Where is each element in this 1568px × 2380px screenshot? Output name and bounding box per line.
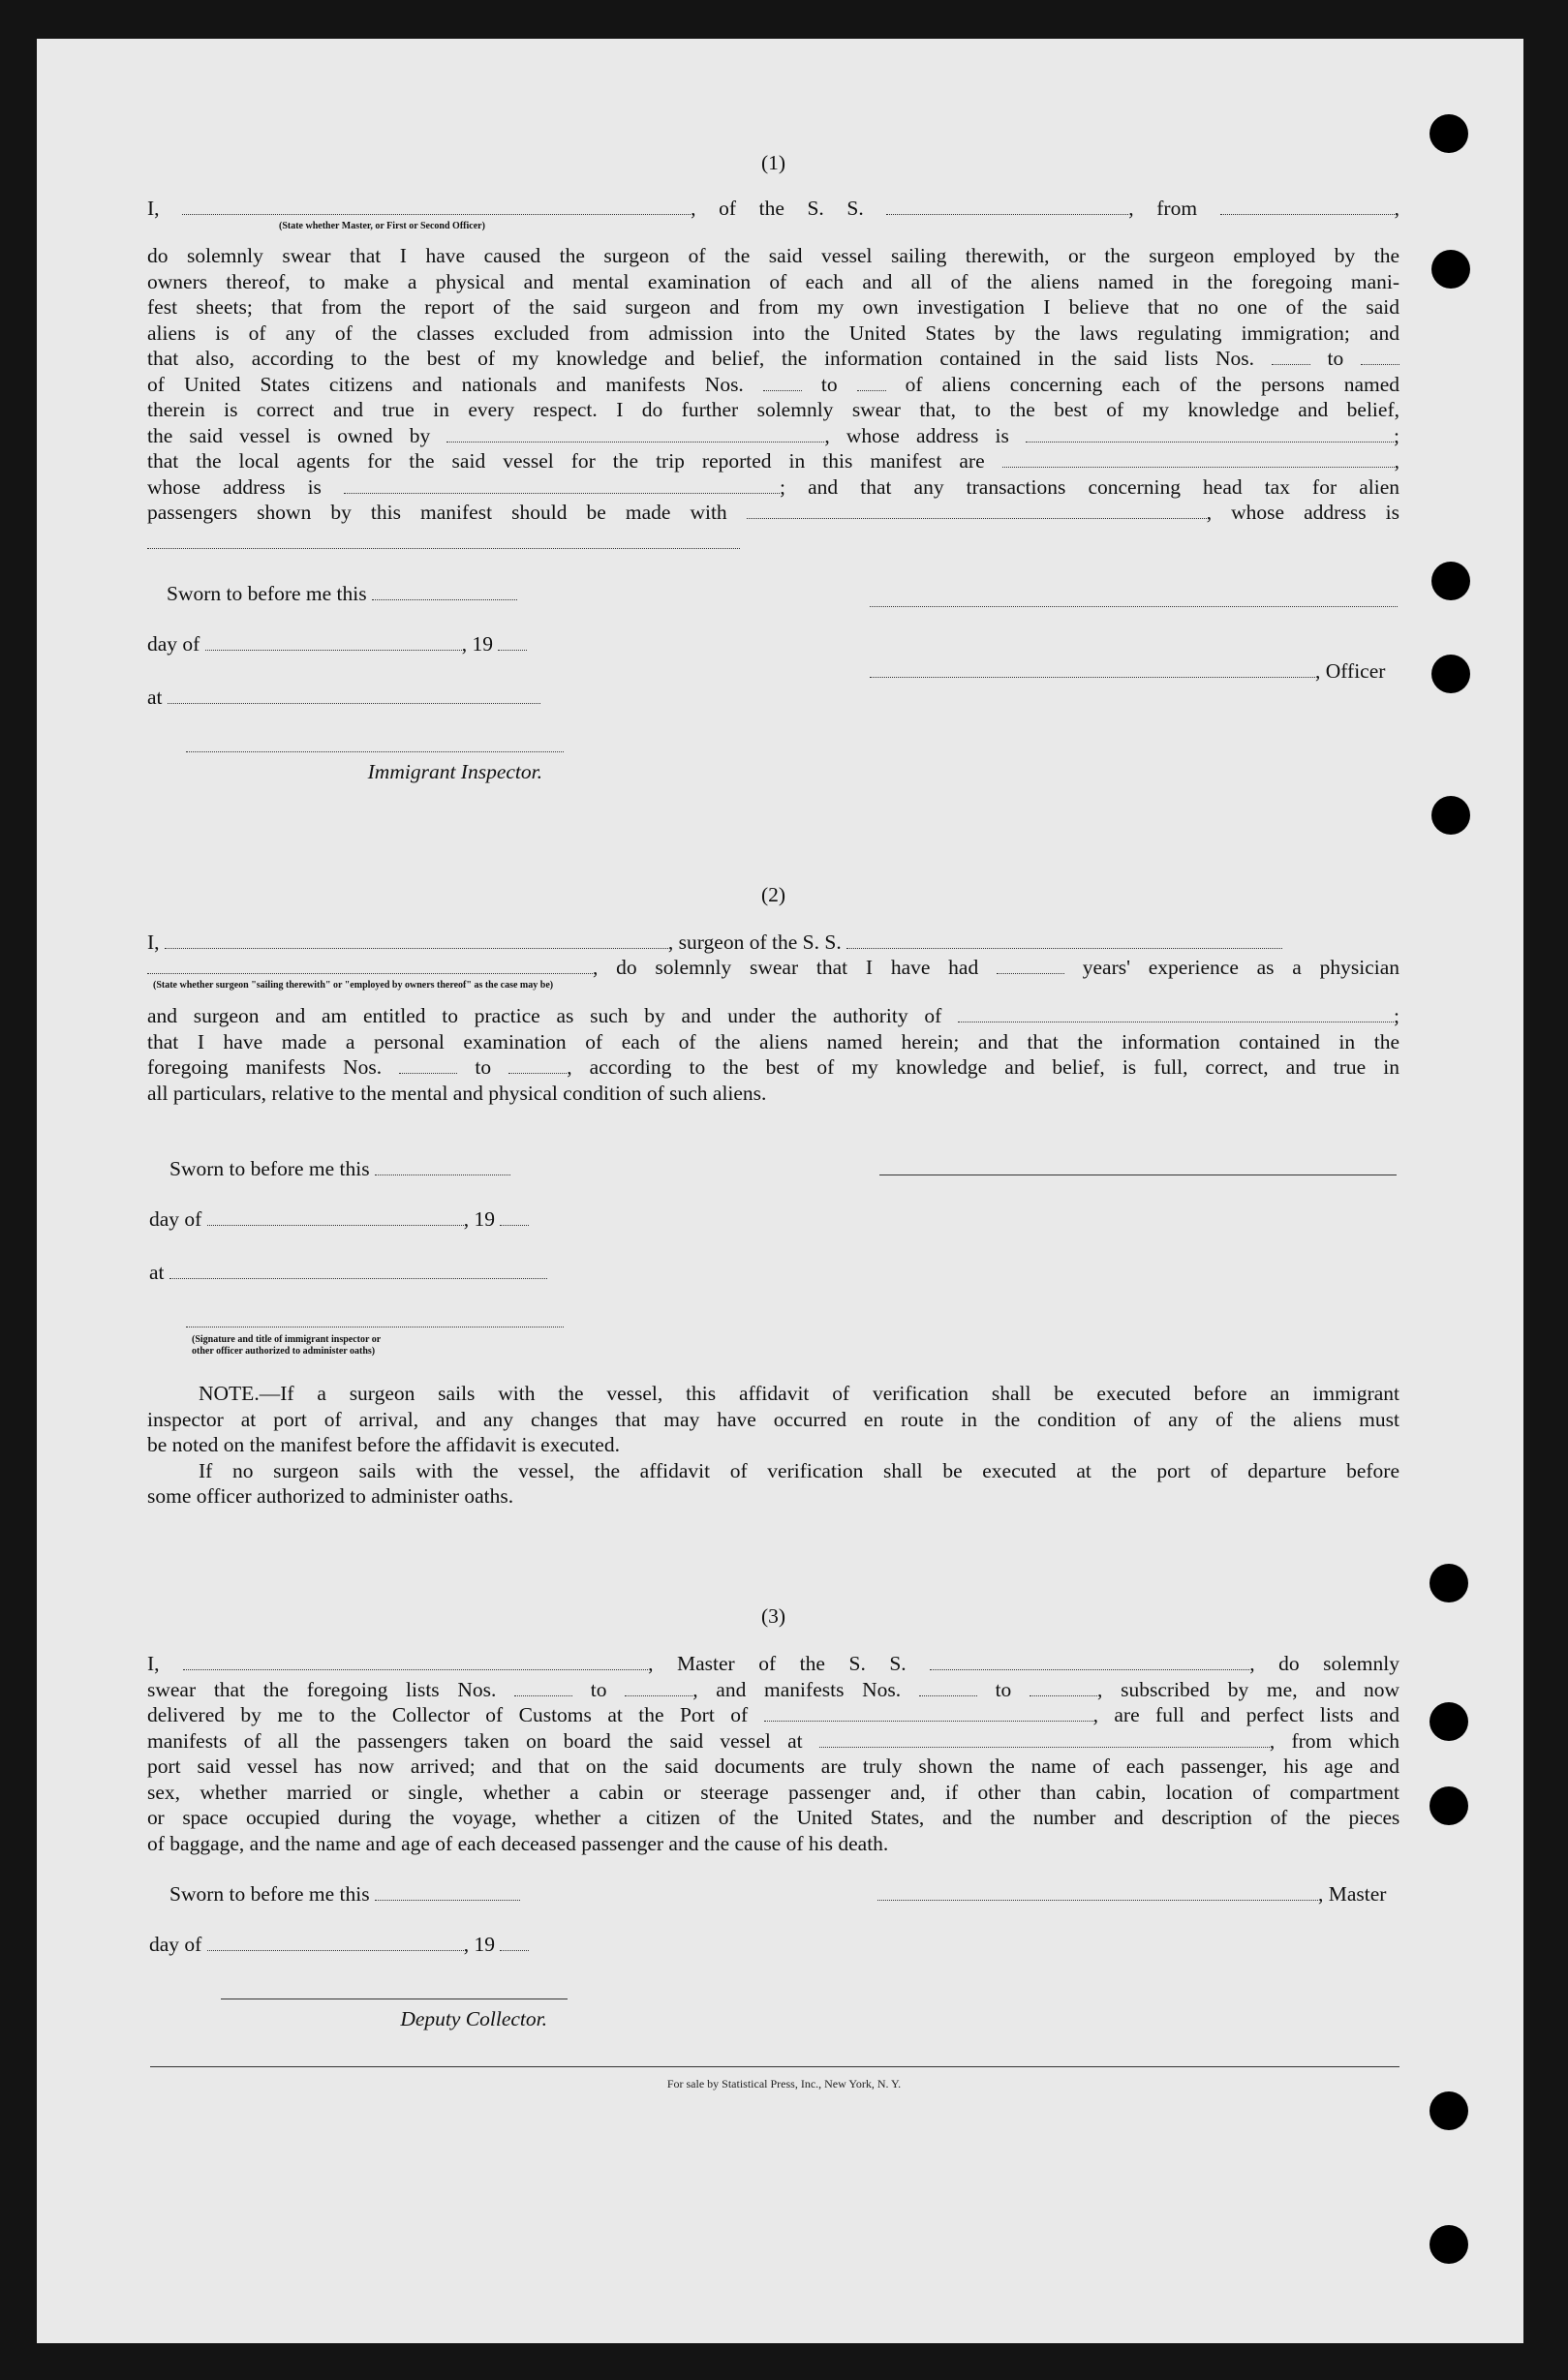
surgeon-oath-line: all particulars, relative to the mental and physical condition of such aliens. [147, 1081, 767, 1105]
master-line: I, , Master of the S. S. , do solemnly [147, 1652, 1400, 1675]
deputy-collector-label: Deputy Collector. [400, 2007, 547, 2030]
master-oath-line: of baggage, and the name and age of each deceased passenger and the cause of his death. [147, 1831, 889, 1855]
oath-line: aliens is of any of the classes excluded from admission into the United States by the laws regulating immigration; and [147, 320, 1399, 345]
at-field: at [149, 1261, 547, 1285]
head-tax-line: passengers shown by this manifest should be made with , whose address is [147, 501, 1399, 524]
footer-rule [150, 2066, 1399, 2067]
signature-caption: (Signature and title of immigrant inspector or other officer authorized to administer oaths) [192, 1334, 382, 1357]
punch-hole [1430, 114, 1468, 153]
punch-hole [1430, 1564, 1468, 1602]
master-oath-line: or space occupied during the voyage, whether a citizen of the United States, and the number and description of the pieces [147, 1806, 1399, 1829]
master-signature-field: , Master [877, 1882, 1386, 1907]
punch-hole [1430, 2091, 1468, 2130]
master-oath-line: port said vessel has now arrived; and that on the said documents are truly shown the name of each passenger, his age and [147, 1754, 1399, 1778]
master-oath-line: sex, whether married or single, whether a cabin or steerage passenger and, if other than cabin, location of compartment [147, 1780, 1399, 1804]
note-line: If no surgeon sails with the vessel, the affidavit of verification shall be executed at the port of departure before [199, 1458, 1399, 1482]
officer-signature-field: , Officer [870, 659, 1385, 684]
section-1-opening-line: I, , of the S. S. , from , [147, 197, 1400, 220]
oath-line: that also, according to the best of my knowledge and belief, the information contained in the said lists Nos. to [147, 346, 1399, 372]
oath-line: of United States citizens and nationals and manifests Nos. to of aliens concerning each of the persons named [147, 372, 1399, 396]
printer-footer: For sale by Statistical Press, Inc., New York, N. Y. [666, 2077, 902, 2090]
oath-line: therein is correct and true in every respect. I do further solemnly swear that, to the best of my knowledge and belief, [147, 398, 1399, 421]
lists-line: swear that the foregoing lists Nos. to , and manifests Nos. to , subscribed by me, and now [147, 1677, 1400, 1701]
day-of-field: day of , 19 [147, 632, 527, 656]
note-line: NOTE.—If a surgeon sails with the vessel, this affidavit of verification shall be executed before an immigrant [199, 1382, 1399, 1405]
surgeon-caption: (State whether surgeon "sailing therewith" or "employed by owners thereof" as the case may be) [153, 980, 554, 991]
day-of-field: day of , 19 [149, 1207, 529, 1232]
punch-hole [1430, 1702, 1468, 1741]
officer-caption: (State whether Master, or First or Second Officer) [279, 221, 485, 231]
section-1-number: (1) [760, 151, 786, 174]
sworn-label: Sworn to before me this [169, 1157, 510, 1181]
oath-line: owners thereof, to make a physical and mental examination of each and all of the aliens named in the foregoing mani- [147, 269, 1399, 293]
embark-line: manifests of all the passengers taken on board the said vessel at , from which [147, 1728, 1399, 1753]
sworn-label: Sworn to before me this [167, 582, 517, 606]
agents-address-line: whose address is ; and that any transactions concerning head tax for alien [147, 474, 1399, 499]
sworn-label: Sworn to before me this [169, 1882, 520, 1907]
punch-hole [1431, 250, 1470, 289]
oath-line: do solemnly swear that I have caused the surgeon of the said vessel sailing therewith, or the surgeon employed by the [147, 244, 1399, 267]
surgeon-experience-line: , do solemnly swear that I have had years' experience as a physician [147, 955, 1399, 981]
owner-line: the said vessel is owned by , whose address is ; [147, 423, 1400, 447]
agents-line: that the local agents for the said vessel for the trip reported in this manifest are , [147, 449, 1400, 473]
section-2-number: (2) [760, 883, 786, 906]
punch-hole [1431, 655, 1470, 693]
punch-hole [1430, 2225, 1468, 2264]
oath-line: fest sheets; that from the report of the said surgeon and from my own investigation I believe that no one of the said [147, 295, 1399, 319]
section-3-number: (3) [760, 1604, 786, 1628]
note-line: some officer authorized to administer oaths. [147, 1484, 514, 1508]
note-line: be noted on the manifest before the affidavit is executed. [147, 1433, 620, 1456]
surgeon-oath-line: that I have made a personal examination of each of the aliens named herein; and that the information contained in the [147, 1029, 1399, 1053]
immigrant-inspector-label: Immigrant Inspector. [367, 760, 542, 783]
surgeon-line: I, , surgeon of the S. S. [147, 930, 1399, 956]
surgeon-oath-line: foregoing manifests Nos. to , according to the best of my knowledge and belief, is full, correct, and true in [147, 1055, 1400, 1079]
punch-hole [1431, 562, 1470, 600]
at-field: at [147, 686, 540, 710]
punch-hole [1430, 1786, 1468, 1825]
signature-line [870, 606, 1398, 607]
punch-hole [1431, 796, 1470, 835]
authority-line: and surgeon and am entitled to practice as such by and under the authority of ; [147, 1004, 1400, 1027]
note-line: inspector at port of arrival, and any changes that may have occurred en route in the condition of any of the aliens must [147, 1407, 1399, 1431]
inspector-signature-line [186, 751, 564, 752]
day-of-field: day of , 19 [149, 1933, 529, 1957]
address-blank [147, 548, 740, 549]
port-line: delivered by me to the Collector of Customs at the Port of , are full and perfect lists and [147, 1703, 1400, 1726]
